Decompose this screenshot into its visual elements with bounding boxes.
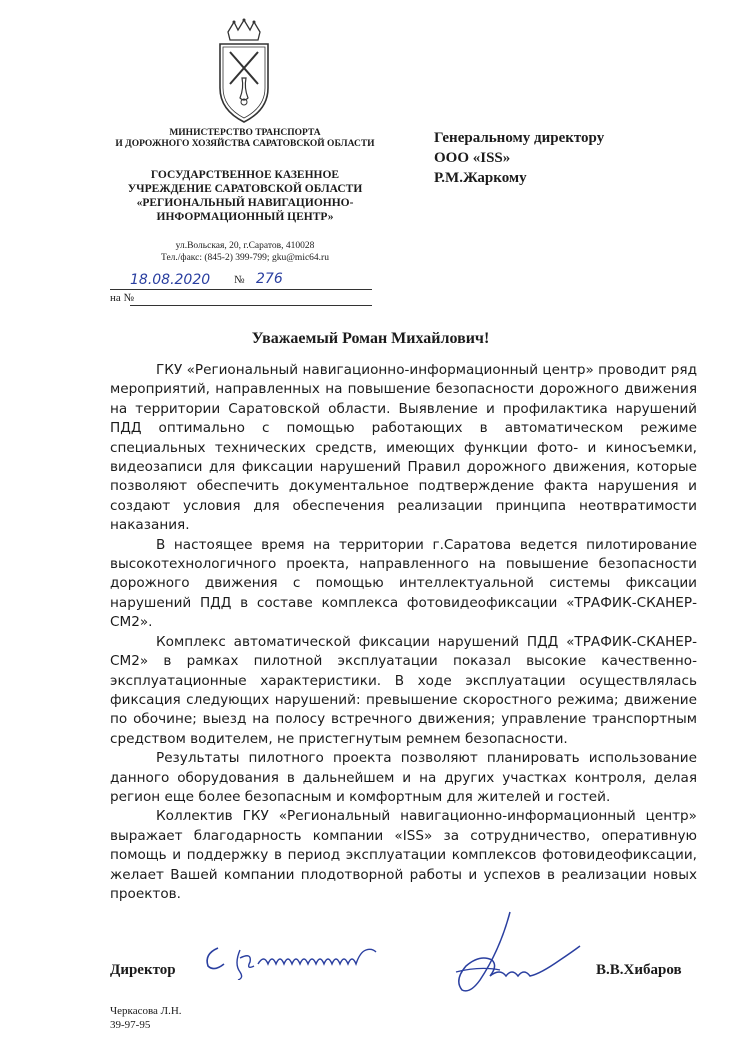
- handwritten-regards: [200, 940, 400, 980]
- org-line: ИНФОРМАЦИОННЫЙ ЦЕНТР»: [156, 211, 334, 223]
- greeting: Уважаемый Роман Михайлович!: [251, 330, 490, 347]
- registration-line: [110, 271, 372, 292]
- org-line: «РЕГИОНАЛЬНЫЙ НАВИГАЦИОННО-: [136, 197, 354, 209]
- signer-name: В.В.Хибаров: [596, 962, 682, 978]
- recipient-position: Генеральному директору: [434, 130, 605, 146]
- signer-position: Директор: [110, 962, 176, 978]
- letter-body: [110, 361, 697, 904]
- coat-of-arms-emblem: [214, 18, 274, 128]
- organization-address: [110, 240, 380, 264]
- address-line: ул.Вольская, 20, г.Саратов, 410028: [175, 241, 315, 251]
- executor-block: [110, 1004, 182, 1032]
- signature: [440, 910, 590, 1000]
- recipient-name: Р.М.Жаркому: [434, 170, 527, 186]
- recipient-company: ООО «ISS»: [434, 150, 511, 166]
- body-paragraph: Коллектив ГКУ «Региональный навигационно-информационный центр» выражает благодарность компании «ISS» за сотрудничество, оперативную помощь и поддержку в период эксплуатации комплексов фотовидеофиксации, желает Вашей компании плодотворной работы и успехов в реализации новых проектов.: [110, 808, 697, 902]
- reference-number-label: на №: [110, 292, 135, 304]
- org-line: УЧРЕЖДЕНИЕ САРАТОВСКОЙ ОБЛАСТИ: [127, 183, 363, 195]
- recipient-block: [434, 128, 604, 188]
- ministry-name: [110, 128, 380, 150]
- body-paragraph: Комплекс автоматической фиксации нарушений ПДД «ТРАФИК-СКАНЕР-СМ2» в рамках пилотной эксплуатации показал высокие качественно-эксплуатационные характеристики. В ходе эксплуатации осуществлялась фиксация следующих нарушений: превышение скоростного режима; движение по обочине; выезд на полосу встречного движения; управление транспортным средством водителем, не пристегнутым ремнем безопасности.: [110, 633, 697, 747]
- registration-number: 276: [256, 271, 283, 287]
- body-paragraph: Результаты пилотного проекта позволяют планировать использование данного оборудования в дальнейшем и на других участках контроля, делая регион еще более безопасным и комфортным для жителей и гостей.: [110, 750, 697, 805]
- executor-phone: 39-97-95: [110, 1019, 151, 1031]
- reference-number-line: [110, 292, 372, 308]
- registration-number-label: №: [234, 274, 245, 286]
- contact-line: Тел./факс: (845-2) 399-799; gku@mic64.ru: [161, 253, 329, 263]
- executor-name: Черкасова Л.Н.: [110, 1005, 182, 1017]
- ministry-line: МИНИСТЕРСТВО ТРАНСПОРТА: [169, 128, 321, 138]
- body-paragraph: В настоящее время на территории г.Саратова ведется пилотирование высокотехнологичного проекта, направленного на повышение безопасности дорожного движения с помощью интеллектуальной системы фиксации нарушений ПДД в составе комплекса фотовидеофиксации «ТРАФИК-СКАНЕР-СМ2».: [110, 536, 697, 631]
- org-line: ГОСУДАРСТВЕННОЕ КАЗЕННОЕ: [150, 169, 340, 181]
- organization-name: [110, 168, 380, 224]
- ministry-line: И ДОРОЖНОГО ХОЗЯЙСТВА САРАТОВСКОЙ ОБЛАСТИ: [115, 139, 375, 149]
- registration-date: 18.08.2020: [130, 272, 211, 288]
- body-paragraph: ГКУ «Региональный навигационно-информационный центр» проводит ряд мероприятий, направленных на повышение безопасности дорожного движения на территории Саратовской области. Выявление и профилактика нарушений ПДД оптимально с помощью работающих в автоматическом режиме специальных технических средств, имеющих функции фото- и киносъемки, видеозаписи для фиксации нарушений Правил дорожного движения, которые позволяют обеспечить документальное подтверждение факта нарушения и создают условия для обеспечения реализации принципа неотвратимости наказания.: [110, 362, 697, 534]
